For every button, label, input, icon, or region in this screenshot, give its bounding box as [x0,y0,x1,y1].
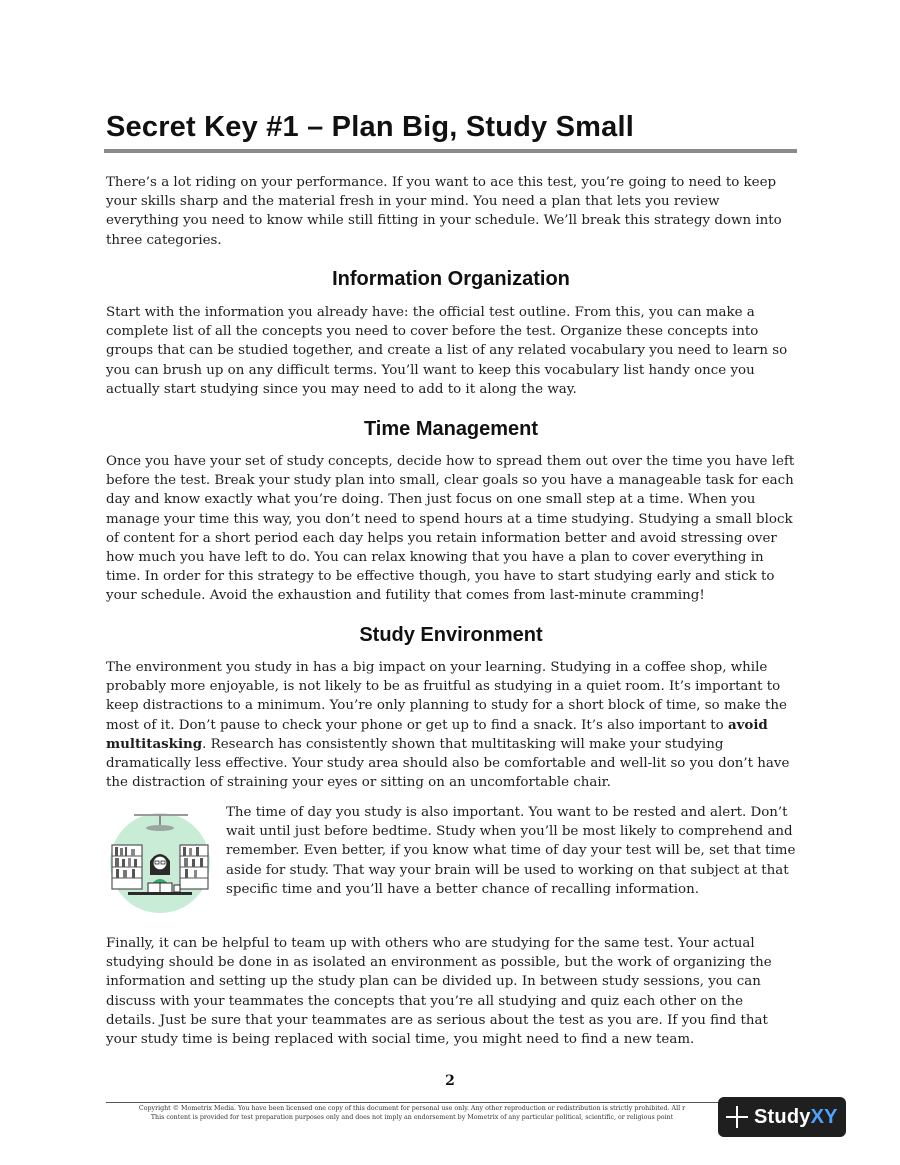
time-management-paragraph: Once you have your set of study concepts, decide how to spread them out over the time you have left before the test. Break your study plan into small, clear goals so you have a manageable task for each day and know exactly what you’re doing. Then just focus on one small step at a time. When you manage your time this way, you don’t need to spend hours at a time studying. Studying a small block of content for a short period each day helps you retain information better and avoid stressing over how much you have left to do. You can relax knowing that you have a plan to cover everything in time. In order for this strategy to be effective though, you have to start studying early and stick to your schedule. Avoid the exhaustion and futility that comes from last-minute cramming! [106,454,795,604]
study-environment-text-after: . Research has consistently shown that multitasking will make your studying dramatically less effective. Your study area should also be comfortable and well-lit so you don’t have the distraction of straining your eyes or sitting on an uncomfortable chair. [106,736,790,791]
study-environment-text-before: The environment you study in has a big impact on your learning. Studying in a coffee shop, while probably more enjoyable, is not likely to be as fruitful as studying in a quiet room. It’s important to keep distractions to a minimum. You’re only planning to study for a short block of time, so make the most of it. Don’t pause to check your phone or get up to find a snack. It’s also important to [106,660,787,733]
footer-disclaimer-line: This content is provided for test preparation purposes only and does not imply an endorsement by Mometrix of any particular political, scientific, or religious point [150,1114,674,1121]
plus-icon [726,1106,748,1128]
intro-paragraph: There’s a lot riding on your performance. If you want to ace this test, you’re going to need to keep your skills sharp and the material fresh in your mind. You need a plan that lets you review everything you need to know while still fitting in your schedule. We’ll break this strategy down into three categories. [106,175,782,248]
information-organization-paragraph: Start with the information you already have: the official test outline. From this, you can make a complete list of all the concepts you need to cover before the test. Organize these concepts into groups that can be studied together, and create a list of any related vocabulary you need to learn so you can brush up on any difficult terms. You’ll want to keep this vocabulary list handy once you actually start studying since you may need to add to it along the way. [106,305,788,397]
footer-copyright-line: Copyright © Mometrix Media. You have been licensed one copy of this document for personal use only. Any other reproduction or redistribution is strictly prohibited. All r [138,1105,686,1112]
page-number: 2 [445,1073,455,1089]
studyxy-badge[interactable] [718,1097,846,1137]
section-heading-time-management: Time Management [363,418,539,440]
brand-name [754,1106,838,1129]
footer-divider [106,1102,718,1103]
student-studying-illustration [108,805,214,915]
avoid-multitasking-emphasis: avoid multitasking [106,716,768,752]
time-of-day-paragraph: The time of day you study is also important. You want to be rested and alert. Don’t wait until just before bedtime. Study when you’ll be most likely to comprehend and remember. Even better, if you know what time of day your test will be, set that time aside for study. That way your brain will be used to working on that subject at that specific time and you’ll have a better chance of recalling information. [226,805,796,897]
section-heading-study-environment: Study Environment [359,624,543,646]
team-study-paragraph: Finally, it can be helpful to team up with others who are studying for the same test. Your actual studying should be done in as isolated an environment as possible, but the work of organizing the information and setting up the study plan can be divided up. In between study sessions, you can discuss with your teammates the concepts that you’re all studying and quiz each other on the details. Just be sure that your teammates are as serious about the test as you are. If you find that your study time is being replaced with social time, you might need to find a new team. [106,936,772,1048]
page-title: Secret Key #1 – Plan Big, Study Small [106,111,634,143]
brand-name-main: Study [754,1105,811,1128]
brand-name-accent: XY [810,1105,838,1128]
study-environment-paragraph [106,658,796,792]
section-heading-information-organization: Information Organization [332,268,570,290]
title-underline [104,149,797,153]
